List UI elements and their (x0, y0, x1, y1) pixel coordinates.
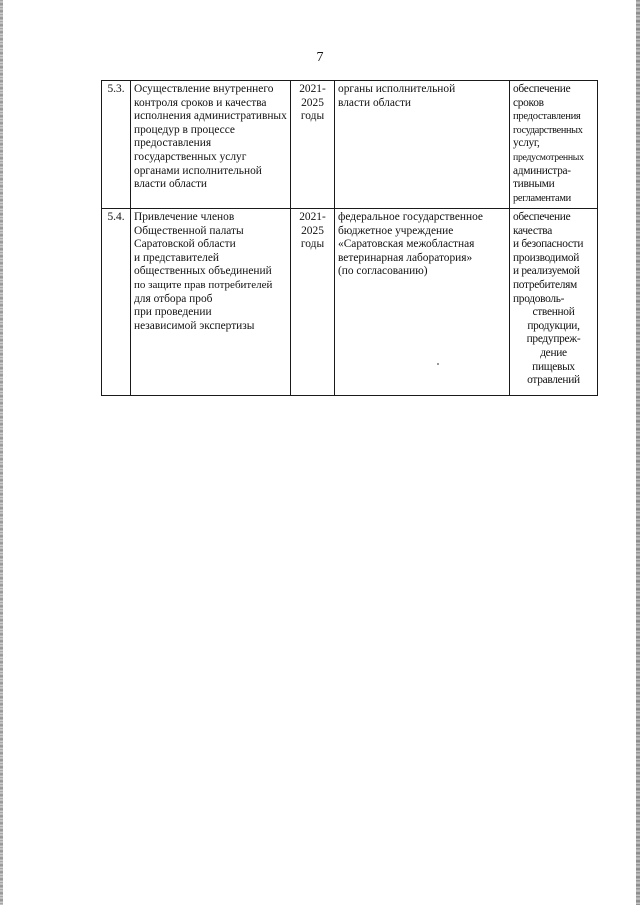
goal-line: предусмотренных (513, 151, 584, 163)
goal-cell (510, 209, 598, 396)
scan-edge-right (636, 0, 640, 905)
goal-line: отравлений (527, 374, 580, 387)
goal-line: предоставления (513, 111, 581, 123)
responsible-line: федеральное государственное (338, 211, 483, 223)
period-line: 2021- (299, 83, 326, 95)
responsible-line: ветеринарная лаборатория» (338, 251, 473, 264)
responsible-cell (335, 81, 510, 209)
period-line: 2021- (299, 211, 326, 223)
measure-text-line: по защите прав потребителей (134, 278, 273, 291)
measure-text-line: процедур в процессе (134, 123, 235, 136)
row-number: 5.4. (102, 209, 131, 396)
period-cell (291, 81, 335, 209)
measure-text-line: Осуществление внутреннего (134, 83, 274, 95)
goal-line: сроков (513, 96, 544, 109)
goal-line: качества (513, 224, 552, 237)
measure-text-line: независимой экспертизы (134, 319, 255, 332)
goal-line: потребителям (513, 278, 577, 291)
measure-text-line: при проведении (134, 306, 212, 319)
responsible-line: (по согласованию) (338, 265, 428, 278)
table-row (102, 209, 598, 396)
page-number: 7 (316, 50, 324, 65)
goal-line: продукции, (527, 319, 580, 332)
goal-line: ственной (532, 306, 575, 319)
goal-line: дение (540, 346, 567, 359)
goal-line: услуг, (513, 137, 540, 150)
goal-line: обеспечение (513, 83, 571, 95)
goal-cell (510, 81, 598, 209)
measure-text-line: исполнения административных (134, 110, 287, 123)
scan-speck (437, 363, 439, 365)
measure-text-line: общественных объединений (134, 265, 272, 278)
goal-line: продоволь- (513, 292, 565, 305)
measure-text-line: государственных услуг (134, 150, 247, 163)
measure-text (131, 81, 291, 209)
scan-edge-left (0, 0, 3, 905)
measures-table (101, 80, 598, 396)
responsible-cell (335, 209, 510, 396)
goal-line: тивными (513, 178, 555, 191)
goal-line: обеспечение (513, 211, 571, 223)
measure-text-line: Общественной палаты (134, 224, 244, 237)
period-line: 2025 (301, 224, 324, 237)
measure-text-line: Привлечение членов (134, 211, 235, 223)
measure-text-line: контроля сроков и качества (134, 96, 267, 109)
measure-text-line: и представителей (134, 251, 220, 264)
goal-line: предупреж- (526, 333, 581, 346)
period-cell (291, 209, 335, 396)
measure-text-line: Саратовской области (134, 238, 236, 251)
measure-text-line: власти области (134, 178, 208, 191)
goal-line: государственных (513, 124, 583, 136)
responsible-line: «Саратовская межобластная (338, 238, 475, 251)
measure-text-line: предоставления (134, 137, 212, 150)
goal-line: регламентами (513, 192, 571, 204)
goal-line: и безопасности (513, 238, 584, 251)
measure-text-line: органами исполнительной (134, 164, 262, 177)
responsible-line: органы исполнительной (338, 83, 456, 95)
period-line: 2025 (301, 96, 324, 109)
table-row (102, 81, 598, 209)
goal-line: администра- (513, 164, 571, 177)
period-line: годы (300, 110, 325, 123)
goal-line: пищевых (532, 360, 575, 373)
measure-text (131, 209, 291, 396)
goal-line: и реализуемой (513, 265, 580, 278)
measure-text-line: для отбора проб (134, 292, 213, 305)
period-line: годы (300, 238, 325, 251)
goal-line: производимой (513, 251, 580, 264)
row-number: 5.3. (102, 81, 131, 209)
responsible-line: власти области (338, 96, 412, 109)
responsible-line: бюджетное учреждение (338, 224, 454, 237)
